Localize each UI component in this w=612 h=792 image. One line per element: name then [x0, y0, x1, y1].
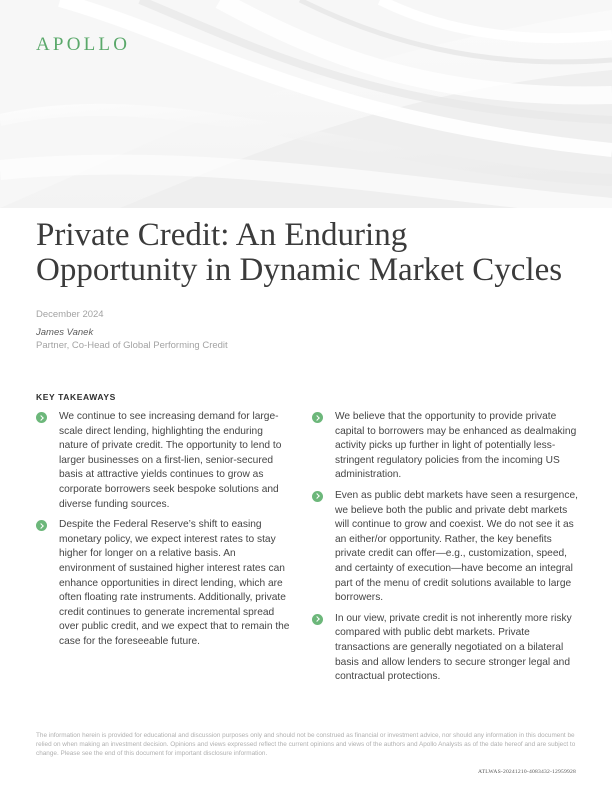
takeaway-text: We believe that the opportunity to provide private capital to borrowers may be enhanced as dealmaking activity picks up further in light of potentially less-stringent regulatory policies from the incoming US administration. [335, 411, 577, 481]
document-code: ATLWAS-20241210-4083432-12959928 [478, 769, 576, 775]
disclaimer-text: The information herein is provided for educational and discussion purposes only and should not be construed as financial or investment advice, nor should any information in this document be relied on when making an investment decision. Opinions and views expressed reflect the current opinions and views of the authors and Apollo Analysts as of the date hereof and are subject to change. Please see the end of this document for important disclosure information. [36, 732, 576, 758]
takeaway-text: Despite the Federal Reserve’s shift to easing monetary policy, we expect interest rates to stay higher for longer on a relative basis. An environment of sustained higher interest rates can enhance opportunities in direct lending, which are often floating rate instruments. Additionally, private credit continues to generate incremental spread over public credit, and we expect that to remain the case for the foreseeable future. [59, 519, 290, 647]
author-name: James Vanek [36, 327, 94, 338]
title-line-2: Opportunity in Dynamic Market Cycles [36, 252, 563, 288]
publication-date: December 2024 [36, 309, 104, 320]
takeaway-item [36, 410, 294, 512]
author-role: Partner, Co-Head of Global Performing Credit [36, 340, 228, 351]
page-title [36, 218, 596, 288]
arrow-bullet-icon [36, 412, 47, 423]
hero-banner [0, 0, 612, 208]
arrow-bullet-icon [312, 614, 323, 625]
arrow-bullet-icon [312, 491, 323, 502]
takeaway-text: We continue to see increasing demand for large-scale direct lending, highlighting the enduring nature of private credit. The opportunity to lend to larger businesses on a first-lien, senior-secured basis at attractive yields continues to grow as corporate borrowers seek bespoke solutions and diverse funding sources. [59, 411, 282, 510]
takeaways-left-column [36, 410, 294, 656]
arrow-bullet-icon [312, 412, 323, 423]
takeaway-item [36, 518, 294, 649]
key-takeaways-heading: KEY TAKEAWAYS [36, 392, 116, 402]
takeaway-item [312, 410, 578, 483]
apollo-logo: APOLLO [36, 34, 131, 55]
abstract-wave-graphic [0, 0, 612, 208]
takeaway-item [312, 489, 578, 606]
takeaway-item [312, 612, 578, 685]
takeaways-right-column [312, 410, 578, 691]
title-line-1: Private Credit: An Enduring [36, 217, 408, 253]
takeaway-text: Even as public debt markets have seen a resurgence, we believe both the public and private debt markets will continue to grow and coexist. We do not see it as an either/or opportunity. Rather, the key benefits private credit can offer—e.g., customization, speed, and certainty of execution—have become an integral part of the menu of credit solutions available to large borrowers. [335, 489, 578, 604]
arrow-bullet-icon [36, 520, 47, 531]
takeaway-text: In our view, private credit is not inherently more risky compared with public debt markets. Private transactions are generally negotiated on a bilateral basis and allow lenders to secure stronger legal and contractual protections. [335, 612, 572, 683]
